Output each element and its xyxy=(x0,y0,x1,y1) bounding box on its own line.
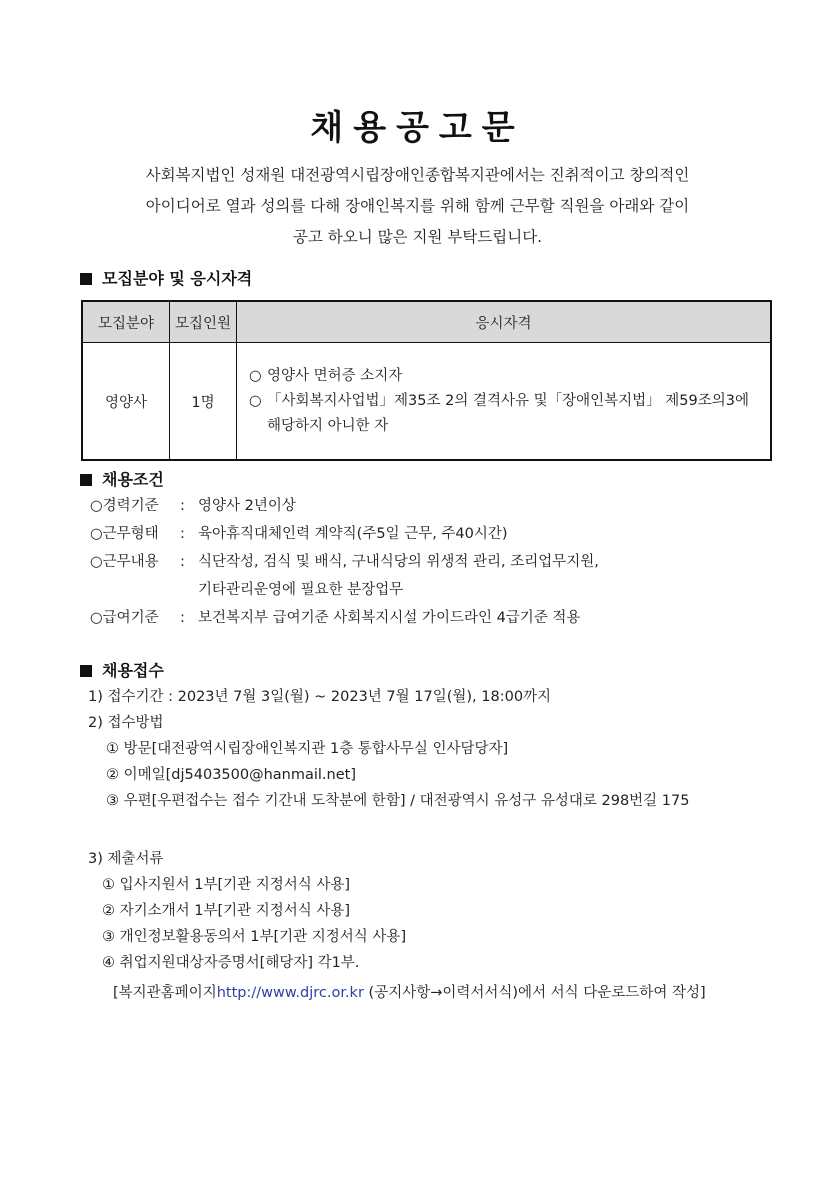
circle-bullet-icon: ○ xyxy=(249,392,262,409)
intro-line: 공고 하오니 많은 지원 부탁드립니다. xyxy=(292,228,543,246)
download-suffix: (공지사항→이력서서식)에서 서식 다운로드하여 작성] xyxy=(363,985,706,1001)
condition-value: 육아휴직대체인력 계약직(주5일 근무, 주40시간) xyxy=(198,526,508,542)
intro-line: 사회복지법인 성재원 대전광역시립장애인종합복지관에서는 진취적이고 창의적인 xyxy=(145,166,690,184)
square-bullet-icon xyxy=(80,665,92,677)
download-note xyxy=(113,980,706,1006)
qualification-text: 영양사 면허증 소지자 xyxy=(267,367,403,384)
table-row xyxy=(82,343,771,461)
document-item: ① 입사지원서 1부[기관 지정서식 사용] xyxy=(102,877,351,893)
condition-label: ○급여기준 xyxy=(90,610,159,626)
conditions-list xyxy=(90,492,599,632)
section-heading-text: 모집분야 및 응시자격 xyxy=(102,269,253,288)
method-item: ① 방문[대전광역시립장애인복지관 1층 통합사무실 인사담당자] xyxy=(106,741,509,757)
condition-colon: : xyxy=(180,610,185,626)
column-header: 모집인원 xyxy=(170,301,237,343)
document-item: ③ 개인정보활용동의서 1부[기관 지정서식 사용] xyxy=(102,929,407,945)
section-heading-conditions xyxy=(80,467,164,490)
document-item: ④ 취업지원대상자증명서[해당자] 각1부. xyxy=(102,955,360,971)
qualification-item xyxy=(249,389,760,414)
download-line xyxy=(113,980,706,1006)
condition-value: 보건복지부 급여기준 사회복지시설 가이드라인 4급기준 적용 xyxy=(198,610,581,626)
condition-colon: : xyxy=(180,554,185,570)
method-item: ③ 우편[우편접수는 접수 기간내 도착분에 한함] / 대전광역시 유성구 유성대로 298번길 175 xyxy=(106,793,690,809)
page-title: 채용공고문 xyxy=(310,108,525,148)
condition-item xyxy=(90,604,599,632)
method-title: 2) 접수방법 xyxy=(88,715,164,731)
circle-bullet-icon: ○ xyxy=(249,367,262,384)
intro-paragraph xyxy=(80,160,755,253)
period-text: 1) 접수기간 : 2023년 7월 3일(월) ~ 2023년 7월 17일(월), 18:00까지 xyxy=(88,689,552,705)
homepage-link[interactable]: http://www.djrc.or.kr xyxy=(216,985,364,1001)
application-period xyxy=(88,684,551,736)
qualification-item xyxy=(249,364,760,389)
intro-line: 아이디어로 열과 성의를 다해 장애인복지를 위해 함께 근무할 직원을 아래와 같이 xyxy=(145,197,690,215)
documents-list xyxy=(102,872,406,976)
column-header: 응시자격 xyxy=(237,301,772,343)
recruitment-table xyxy=(81,300,772,461)
cell-count: 1명 xyxy=(170,343,237,461)
documents-title xyxy=(88,846,164,872)
section-heading-text: 채용접수 xyxy=(102,661,164,680)
condition-item xyxy=(90,548,599,576)
condition-value: 영양사 2년이상 xyxy=(198,498,296,514)
condition-label: ○근무형태 xyxy=(90,526,159,542)
section-heading-application xyxy=(80,658,164,681)
download-prefix: [복지관홈페이지 xyxy=(113,985,217,1001)
docs-title: 3) 제출서류 xyxy=(88,851,164,867)
cell-field: 영양사 xyxy=(82,343,170,461)
square-bullet-icon xyxy=(80,474,92,486)
section-heading-recruitment xyxy=(80,266,252,289)
section-heading-text: 채용조건 xyxy=(102,470,164,489)
condition-value-continued: 기타관리운영에 필요한 분장업무 xyxy=(198,582,404,598)
square-bullet-icon xyxy=(80,273,92,285)
condition-colon: : xyxy=(180,526,185,542)
qualification-text-continued: 해당하지 아니한 자 xyxy=(267,417,389,434)
condition-colon: : xyxy=(180,498,185,514)
method-item: ② 이메일[dj5403500@hanmail.net] xyxy=(106,767,356,783)
condition-item xyxy=(90,492,599,520)
condition-value: 식단작성, 검식 및 배식, 구내식당의 위생적 관리, 조리업무지원, xyxy=(198,554,599,570)
document-item: ② 자기소개서 1부[기관 지정서식 사용] xyxy=(102,903,351,919)
table-header-row xyxy=(82,301,771,343)
application-methods xyxy=(106,736,689,814)
cell-qualifications xyxy=(237,343,772,461)
condition-item xyxy=(90,520,599,548)
condition-label: ○경력기준 xyxy=(90,498,159,514)
condition-label: ○근무내용 xyxy=(90,554,159,570)
qualification-text: 「사회복지사업법」제35조 2의 결격사유 및「장애인복지법」 제59조의3에 xyxy=(267,392,749,409)
column-header: 모집분야 xyxy=(82,301,170,343)
